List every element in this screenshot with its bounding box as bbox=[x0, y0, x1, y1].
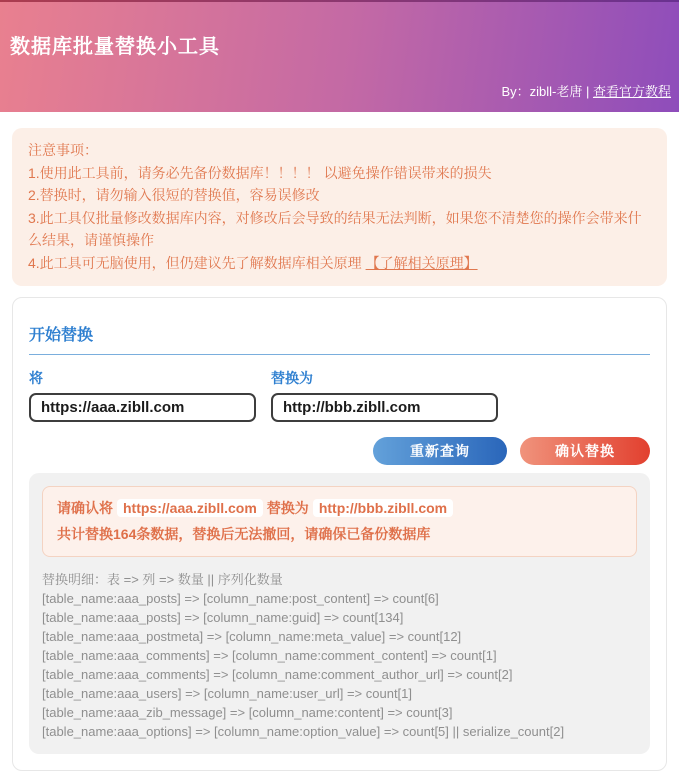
notice-line-2: 2.替换时，请勿输入很短的替换值，容易误修改 bbox=[28, 187, 320, 203]
detail-line: [table_name:aaa_options] => [column_name:option_value] => count[5] || serialize_count[2] bbox=[42, 724, 565, 739]
notice-heading: 注意事项： bbox=[28, 142, 98, 158]
detail-line: [table_name:aaa_comments] => [column_name:comment_author_url] => count[2] bbox=[42, 667, 513, 682]
notice-line-4 bbox=[28, 252, 651, 275]
byline bbox=[501, 81, 671, 100]
page-title: 数据库批量替换小工具 bbox=[10, 36, 220, 58]
from-url-chip: https://aaa.zibll.com bbox=[117, 499, 263, 517]
official-tutorial-link[interactable]: 查看官方教程 bbox=[592, 84, 671, 99]
details-header: 替换明细：表 => 列 => 数量 || 序列化数量 bbox=[42, 572, 283, 587]
byline-author: By：zibll-老唐 bbox=[501, 84, 583, 99]
to-label: 替换为 bbox=[271, 370, 313, 386]
to-field bbox=[271, 368, 498, 422]
detail-line: [table_name:aaa_postmeta] => [column_name:meta_value] => count[12] bbox=[42, 629, 462, 644]
page-header bbox=[0, 0, 679, 112]
confirm-prefix: 请确认将 bbox=[57, 500, 113, 516]
from-input[interactable] bbox=[29, 393, 256, 422]
details-list bbox=[42, 570, 637, 741]
replace-card bbox=[12, 297, 667, 771]
to-url-chip: http://bbb.zibll.com bbox=[313, 499, 453, 517]
notice-line-3: 3.此工具仅批量修改数据库内容，对修改后会导致的结果无法判断，如果您不清楚您的操作会带来什么结果，请谨慎操作 bbox=[28, 209, 642, 248]
learn-principle-link[interactable]: 【了解相关原理】 bbox=[365, 254, 478, 271]
detail-line: [table_name:aaa_zib_message] => [column_name:content] => count[3] bbox=[42, 705, 453, 720]
detail-line: [table_name:aaa_posts] => [column_name:guid] => count[134] bbox=[42, 610, 404, 625]
confirm-box bbox=[42, 486, 637, 557]
from-label: 将 bbox=[29, 370, 43, 386]
button-row bbox=[29, 437, 650, 465]
notice-line-4-text: 4.此工具可无脑使用，但仍建议先了解数据库相关原理 bbox=[28, 254, 366, 271]
confirm-line-1 bbox=[57, 495, 622, 521]
confirm-replace-button[interactable]: 确认替换 bbox=[520, 437, 650, 465]
notice-line-1: 1.使用此工具前，请务必先备份数据库！！！！ 以避免操作错误带来的损失 bbox=[28, 164, 492, 181]
byline-separator: | bbox=[582, 84, 593, 99]
from-field bbox=[29, 368, 256, 422]
requery-button[interactable]: 重新查询 bbox=[373, 437, 507, 465]
confirm-middle: 替换为 bbox=[266, 500, 309, 516]
detail-line: [table_name:aaa_posts] => [column_name:post_content] => count[6] bbox=[42, 591, 439, 606]
results-panel bbox=[29, 473, 650, 754]
section-title: 开始替换 bbox=[29, 327, 94, 344]
detail-line: [table_name:aaa_users] => [column_name:user_url] => count[1] bbox=[42, 686, 413, 701]
confirm-line-2: 共计替换164条数据，替换后无法撤回，请确保已备份数据库 bbox=[57, 526, 431, 542]
section-divider bbox=[29, 354, 650, 355]
field-row bbox=[29, 368, 650, 422]
detail-line: [table_name:aaa_comments] => [column_name:comment_content] => count[1] bbox=[42, 648, 497, 663]
notice-box bbox=[12, 128, 667, 286]
to-input[interactable] bbox=[271, 393, 498, 422]
